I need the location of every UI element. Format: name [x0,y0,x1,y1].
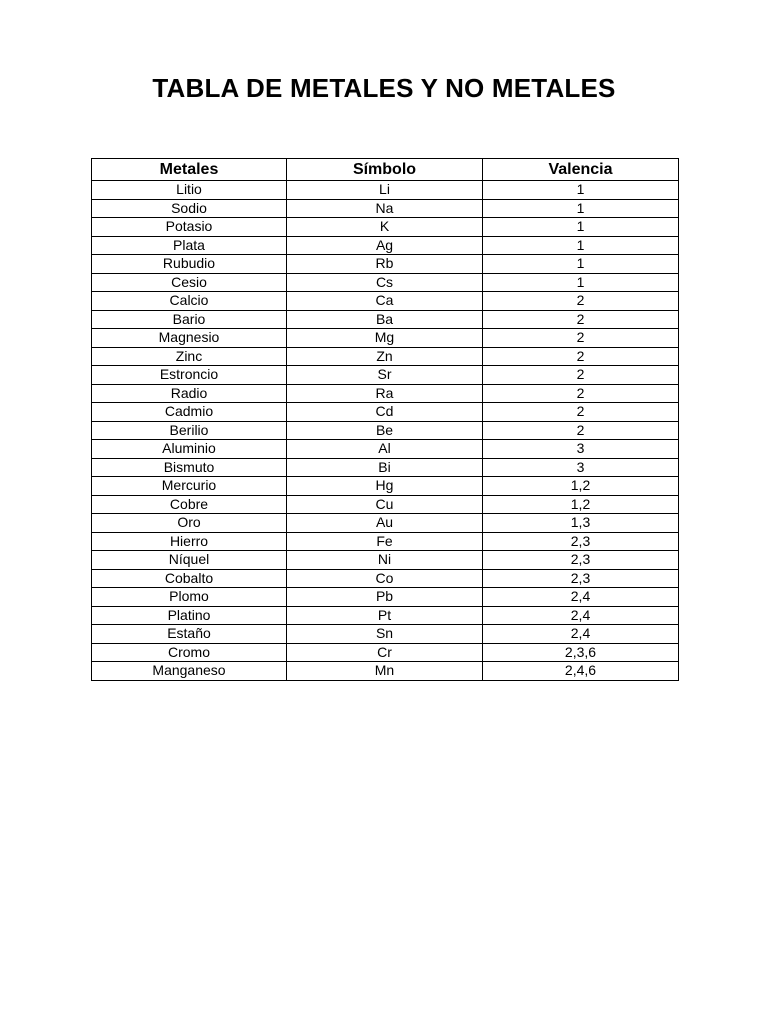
table-row [92,292,679,311]
metal-name-cell: Cesio [92,273,287,292]
valence-cell: 2 [483,384,679,403]
symbol-cell: Ag [287,236,483,255]
table-row [92,181,679,200]
metal-name-cell: Berilio [92,421,287,440]
symbol-cell: Sn [287,625,483,644]
table-row [92,569,679,588]
valence-cell: 2,4 [483,625,679,644]
symbol-cell: Mn [287,662,483,681]
metal-name-cell: Sodio [92,199,287,218]
table-row [92,199,679,218]
metal-name-cell: Cobalto [92,569,287,588]
metal-name-cell: Mercurio [92,477,287,496]
symbol-cell: K [287,218,483,237]
symbol-cell: Ca [287,292,483,311]
symbol-cell: Al [287,440,483,459]
table-row [92,514,679,533]
valence-cell: 3 [483,440,679,459]
header-simbolo: Símbolo [287,159,483,181]
metal-name-cell: Bismuto [92,458,287,477]
table-row [92,662,679,681]
table-row [92,310,679,329]
symbol-cell: Be [287,421,483,440]
symbol-cell: Li [287,181,483,200]
symbol-cell: Cu [287,495,483,514]
valence-cell: 2 [483,403,679,422]
valence-cell: 2,3,6 [483,643,679,662]
valence-cell: 1,3 [483,514,679,533]
valence-cell: 2 [483,421,679,440]
metal-name-cell: Plata [92,236,287,255]
valence-cell: 1 [483,255,679,274]
header-metales: Metales [92,159,287,181]
valence-cell: 2,3 [483,569,679,588]
metal-name-cell: Estroncio [92,366,287,385]
valence-cell: 1 [483,273,679,292]
table-row [92,606,679,625]
symbol-cell: Ra [287,384,483,403]
metal-name-cell: Potasio [92,218,287,237]
symbol-cell: Mg [287,329,483,348]
valence-cell: 2 [483,292,679,311]
metals-table [91,158,679,681]
metal-name-cell: Níquel [92,551,287,570]
valence-cell: 2,4 [483,588,679,607]
table-row [92,329,679,348]
symbol-cell: Na [287,199,483,218]
table-row [92,273,679,292]
symbol-cell: Cs [287,273,483,292]
metal-name-cell: Manganeso [92,662,287,681]
table-row [92,643,679,662]
table-row [92,477,679,496]
table-row [92,625,679,644]
table-row [92,588,679,607]
valence-cell: 2,3 [483,551,679,570]
metal-name-cell: Zinc [92,347,287,366]
symbol-cell: Ba [287,310,483,329]
table-row [92,218,679,237]
symbol-cell: Cr [287,643,483,662]
header-valencia: Valencia [483,159,679,181]
table-row [92,366,679,385]
table-row [92,384,679,403]
symbol-cell: Rb [287,255,483,274]
table-row [92,236,679,255]
page-title: TABLA DE METALES Y NO METALES [152,73,616,103]
valence-cell: 1 [483,199,679,218]
metal-name-cell: Bario [92,310,287,329]
symbol-cell: Pb [287,588,483,607]
table-row [92,495,679,514]
table-row [92,440,679,459]
metal-name-cell: Hierro [92,532,287,551]
metal-name-cell: Cobre [92,495,287,514]
valence-cell: 1 [483,218,679,237]
valence-cell: 2,4 [483,606,679,625]
symbol-cell: Ni [287,551,483,570]
metal-name-cell: Cromo [92,643,287,662]
metal-name-cell: Rubudio [92,255,287,274]
valence-cell: 2 [483,310,679,329]
symbol-cell: Hg [287,477,483,496]
table-row [92,532,679,551]
table-header-row [92,159,679,181]
table-row [92,255,679,274]
metal-name-cell: Oro [92,514,287,533]
valence-cell: 2 [483,329,679,348]
metal-name-cell: Estaño [92,625,287,644]
valence-cell: 1 [483,181,679,200]
metal-name-cell: Calcio [92,292,287,311]
table-row [92,421,679,440]
valence-cell: 1,2 [483,495,679,514]
symbol-cell: Pt [287,606,483,625]
valence-cell: 2,4,6 [483,662,679,681]
symbol-cell: Bi [287,458,483,477]
valence-cell: 2 [483,366,679,385]
metal-name-cell: Magnesio [92,329,287,348]
symbol-cell: Sr [287,366,483,385]
metal-name-cell: Radio [92,384,287,403]
table-row [92,458,679,477]
valence-cell: 1 [483,236,679,255]
valence-cell: 1,2 [483,477,679,496]
valence-cell: 3 [483,458,679,477]
metal-name-cell: Platino [92,606,287,625]
table-row [92,403,679,422]
table-body [92,181,679,681]
symbol-cell: Au [287,514,483,533]
symbol-cell: Co [287,569,483,588]
valence-cell: 2,3 [483,532,679,551]
table-row [92,551,679,570]
metal-name-cell: Aluminio [92,440,287,459]
symbol-cell: Fe [287,532,483,551]
symbol-cell: Cd [287,403,483,422]
table-row [92,347,679,366]
metal-name-cell: Litio [92,181,287,200]
valence-cell: 2 [483,347,679,366]
symbol-cell: Zn [287,347,483,366]
metal-name-cell: Plomo [92,588,287,607]
metal-name-cell: Cadmio [92,403,287,422]
